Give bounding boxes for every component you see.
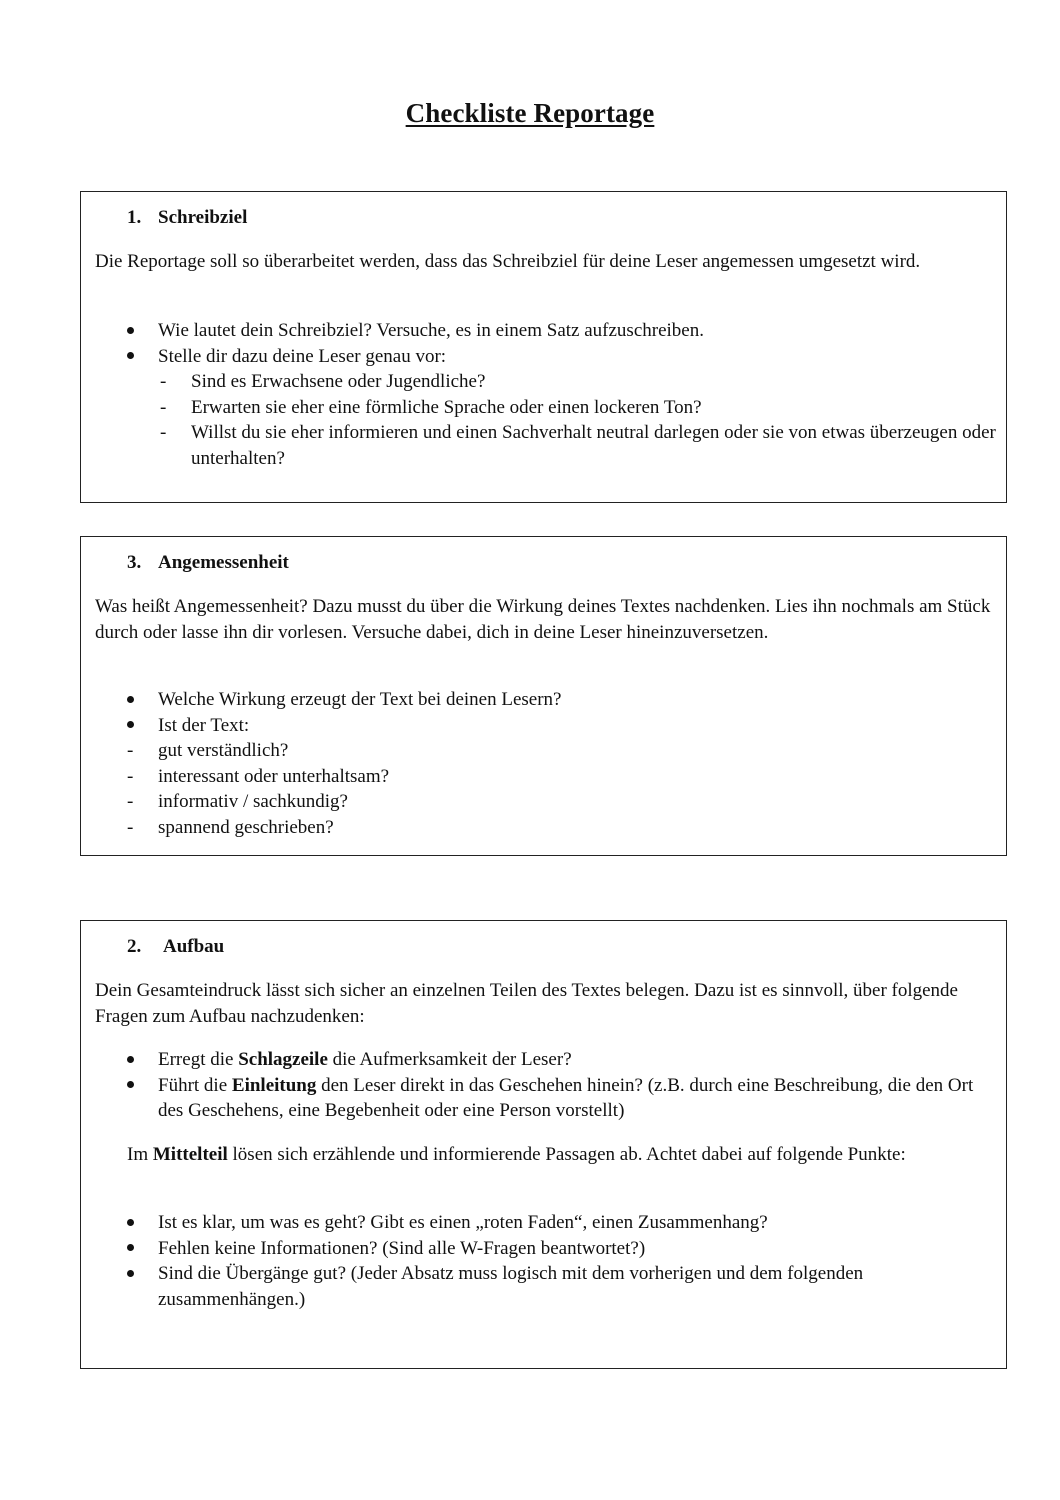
checklist xyxy=(81,318,996,471)
list-subitem: - spannend geschrieben? xyxy=(81,815,996,841)
section-number: 2. xyxy=(127,936,142,957)
dash-icon: - xyxy=(160,422,167,443)
section-number: 1. xyxy=(127,207,142,228)
list-item: Ist es klar, um was es geht? Gibt es einen „roten Faden“, einen Zusammenhang? xyxy=(81,1210,996,1236)
dash-icon: - xyxy=(160,371,167,392)
section-heading xyxy=(127,552,289,574)
list-item: Welche Wirkung erzeugt der Text bei deinen Lesern? xyxy=(81,687,996,713)
mittelteil-paragraph: Im Mittelteil lösen sich erzählende und informierende Passagen ab. Achtet dabei auf folgende Punkte: xyxy=(127,1144,906,1165)
emphasis: Einleitung xyxy=(231,1074,317,1096)
dash-icon: - xyxy=(160,396,167,418)
dash-icon: - xyxy=(127,765,134,787)
bullet-icon xyxy=(127,1261,147,1287)
list-item: Sind die Übergänge gut? (Jeder Absatz muss logisch mit dem vorherigen und dem folgenden zusammenhängen.) xyxy=(81,1261,996,1312)
list-item: Ist der Text: xyxy=(81,713,996,739)
list-item: Fehlen keine Informationen? (Sind alle W-Fragen beantwortet?) xyxy=(81,1236,996,1262)
dash-icon: - xyxy=(127,816,134,838)
emphasis: Schlagzeile xyxy=(238,1049,328,1070)
bullet-icon xyxy=(127,1210,147,1236)
bullet-icon xyxy=(127,713,147,739)
section-angemessenheit xyxy=(80,536,1007,856)
list-item: Stelle dir dazu deine Leser genau vor: xyxy=(81,344,996,370)
bullet-icon xyxy=(127,1047,147,1073)
list-subitem: - gut verständlich? xyxy=(81,738,996,764)
dash-icon: - xyxy=(127,740,134,761)
emphasis: Mittelteil xyxy=(152,1144,228,1165)
list-subitem: - Erwarten sie eher eine förmliche Sprache oder einen lockeren Ton? xyxy=(81,395,996,421)
section-title: Angemessenheit xyxy=(158,552,289,573)
bullet-icon xyxy=(127,318,147,344)
list-item: Erregt die Schlagzeile die Aufmerksamkeit der Leser? xyxy=(81,1047,996,1073)
checklist xyxy=(81,1210,996,1312)
section-title: Aufbau xyxy=(163,936,225,957)
bullet-icon xyxy=(127,1236,147,1262)
section-number: 3. xyxy=(127,552,142,573)
list-item: Wie lautet dein Schreibziel? Versuche, es in einem Satz aufzuschreiben. xyxy=(81,318,996,344)
bullet-icon xyxy=(127,1073,147,1099)
bullet-icon xyxy=(127,687,147,713)
document-title: Checkliste Reportage xyxy=(405,98,655,128)
section-title: Schreibziel xyxy=(158,207,248,228)
section-intro: Was heißt Angemessenheit? Dazu musst du über die Wirkung deines Textes nachdenken. Lies ihn nochmals am Stück durch oder lasse ihn dir vorlesen. Versuche dabei, dich in deine Leser hineinzuversetzen. xyxy=(95,596,991,643)
list-item: Führt die Einleitung den Leser direkt in das Geschehen hinein? (z.B. durch eine Beschreibung, die den Ort des Geschehens, eine Begebenheit oder eine Person vorstellt) xyxy=(81,1073,996,1124)
list-subitem: - informativ / sachkundig? xyxy=(81,789,996,815)
list-subitem: - Willst du sie eher informieren und einen Sachverhalt neutral darlegen oder sie von etwas überzeugen oder unterhalten? xyxy=(160,422,996,469)
dash-icon: - xyxy=(127,791,134,812)
section-aufbau xyxy=(80,920,1007,1369)
bullet-icon xyxy=(127,344,147,370)
list-subitem: - interessant oder unterhaltsam? xyxy=(81,764,996,790)
checklist xyxy=(81,687,996,840)
list-subitem: - Sind es Erwachsene oder Jugendliche? xyxy=(81,369,996,395)
section-intro: Die Reportage soll so überarbeitet werden, dass das Schreibziel für deine Leser angemessen umgesetzt wird. xyxy=(95,251,921,272)
checklist xyxy=(81,1047,996,1124)
section-heading xyxy=(127,936,224,958)
section-schreibziel xyxy=(80,191,1007,503)
section-heading xyxy=(127,207,247,229)
section-intro: Dein Gesamteindruck lässt sich sicher an einzelnen Teilen des Textes belegen. Dazu ist es sinnvoll, über folgende Fragen zum Aufbau nachzudenken: xyxy=(95,980,958,1027)
